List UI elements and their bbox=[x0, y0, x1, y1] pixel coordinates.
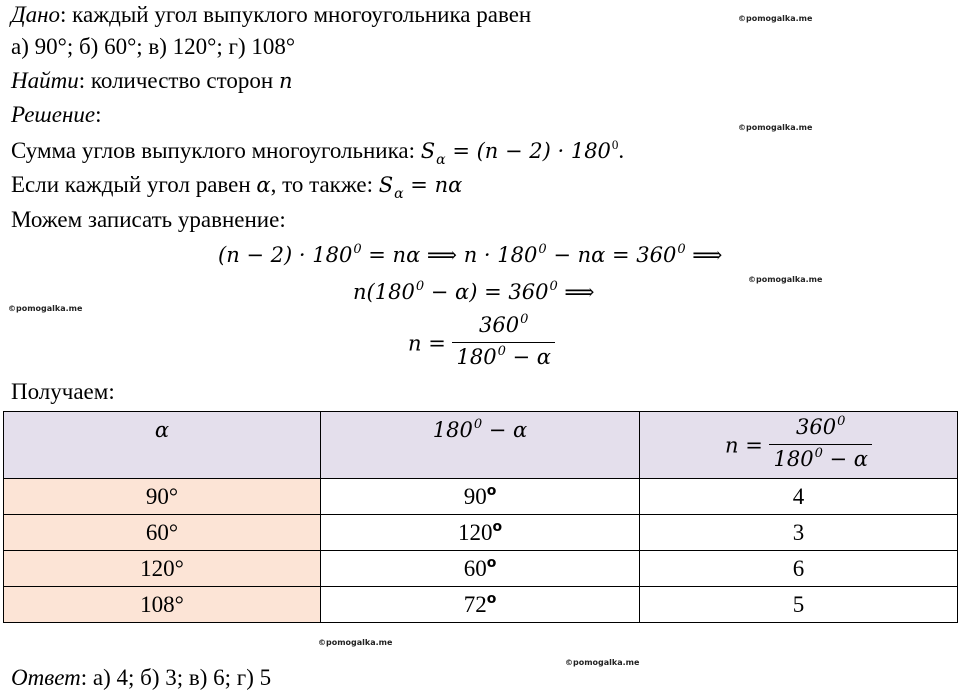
table-row bbox=[4, 479, 958, 515]
watermark-text: ©pomogalka.me bbox=[738, 123, 813, 132]
given-label: Дано bbox=[11, 2, 61, 27]
cell-alpha: 60° bbox=[4, 515, 321, 551]
eq2-a: n(180 bbox=[353, 280, 415, 304]
watermark-text: ©pomogalka.me bbox=[565, 658, 640, 667]
solution-label: Решение bbox=[11, 102, 96, 127]
each-sub: α bbox=[394, 186, 404, 202]
answer-label: Ответ bbox=[11, 665, 81, 690]
cell-n: 4 bbox=[640, 479, 958, 515]
watermark-text: ©pomogalka.me bbox=[8, 304, 83, 313]
eq1-s3: 0 bbox=[677, 242, 686, 257]
each-S: S bbox=[378, 173, 394, 197]
cell-alpha: 120° bbox=[4, 551, 321, 587]
header-difference: $180^0 - \alpha$ bbox=[321, 412, 640, 479]
find-line bbox=[11, 66, 292, 96]
eq3-lhs: n = bbox=[408, 331, 453, 356]
eq2-b: − α) = 360 bbox=[424, 280, 549, 304]
sum-text: Сумма углов выпуклого многоугольника: bbox=[11, 138, 421, 163]
eq3-fraction bbox=[452, 312, 555, 375]
eq1-b: = nα ⟹ n · 180 bbox=[361, 243, 538, 267]
find-var: n bbox=[278, 69, 293, 93]
cell-difference: 120$^o$ bbox=[321, 515, 640, 551]
cell-alpha: 90° bbox=[4, 479, 321, 515]
solution-line bbox=[11, 100, 102, 130]
cell-alpha: 108° bbox=[4, 587, 321, 623]
answer-text: : а) 4; б) 3; в) 6; г) 5 bbox=[80, 665, 272, 690]
given-options: а) 90°; б) 60°; в) 120°; г) 108° bbox=[11, 34, 296, 59]
sum-end: . bbox=[618, 138, 625, 163]
eq3-numerator: $360^0$ bbox=[479, 312, 529, 337]
sum-sup: 0 bbox=[611, 137, 619, 152]
eq2-s2: 0 bbox=[549, 279, 558, 294]
table-row bbox=[4, 551, 958, 587]
each-rhs: = nα bbox=[403, 173, 463, 197]
watermark-text: ©pomogalka.me bbox=[318, 638, 393, 647]
each-line bbox=[11, 170, 462, 203]
eq1-s1: 0 bbox=[353, 242, 362, 257]
watermark-text: ©pomogalka.me bbox=[738, 14, 813, 23]
sum-S: S bbox=[420, 139, 436, 163]
cell-difference: 90$^o$ bbox=[321, 479, 640, 515]
each-alpha: α bbox=[256, 173, 271, 197]
cell-difference: 60$^o$ bbox=[321, 551, 640, 587]
header-alpha: α bbox=[4, 412, 321, 479]
equation-2 bbox=[353, 277, 595, 311]
given-line bbox=[11, 0, 531, 30]
cell-n: 6 bbox=[640, 551, 958, 587]
results-table bbox=[3, 411, 958, 623]
find-label: Найти bbox=[11, 68, 79, 93]
eq1-a: (n − 2) · 180 bbox=[218, 243, 353, 267]
equation-1 bbox=[218, 240, 722, 274]
result-intro: Получаем: bbox=[11, 379, 115, 404]
eq2-s1: 0 bbox=[415, 279, 425, 294]
given-text: : каждый угол выпуклого многоугольника равен bbox=[60, 2, 532, 27]
table-header-row bbox=[4, 412, 958, 479]
watermark-text: ©pomogalka.me bbox=[748, 275, 823, 284]
cell-difference: 72$^o$ bbox=[321, 587, 640, 623]
eq1-c: − nα = 360 bbox=[546, 243, 677, 267]
answer-line bbox=[11, 663, 271, 693]
equation-intro: Можем записать уравнение: bbox=[11, 207, 286, 232]
equation-3 bbox=[408, 312, 555, 375]
each-text: Если каждый угол равен bbox=[11, 172, 257, 197]
header-n-formula: n = $\frac{360^0}{180^0 - \alpha}$ bbox=[640, 412, 958, 479]
find-text: : количество сторон bbox=[78, 68, 279, 93]
cell-n: 3 bbox=[640, 515, 958, 551]
table-row bbox=[4, 515, 958, 551]
each-text2: , то также: bbox=[270, 172, 379, 197]
eq1-d: ⟹ bbox=[685, 243, 723, 267]
solution-colon: : bbox=[95, 102, 102, 127]
sum-rhs: = (n − 2) · 180 bbox=[445, 139, 611, 163]
eq2-c: ⟹ bbox=[557, 280, 595, 304]
table-row bbox=[4, 587, 958, 623]
sum-line bbox=[11, 136, 624, 169]
cell-n: 5 bbox=[640, 587, 958, 623]
sum-sub: α bbox=[436, 152, 446, 168]
eq3-denominator: $180^0 - \alpha$ bbox=[452, 342, 555, 375]
eq1-s2: 0 bbox=[538, 242, 547, 257]
